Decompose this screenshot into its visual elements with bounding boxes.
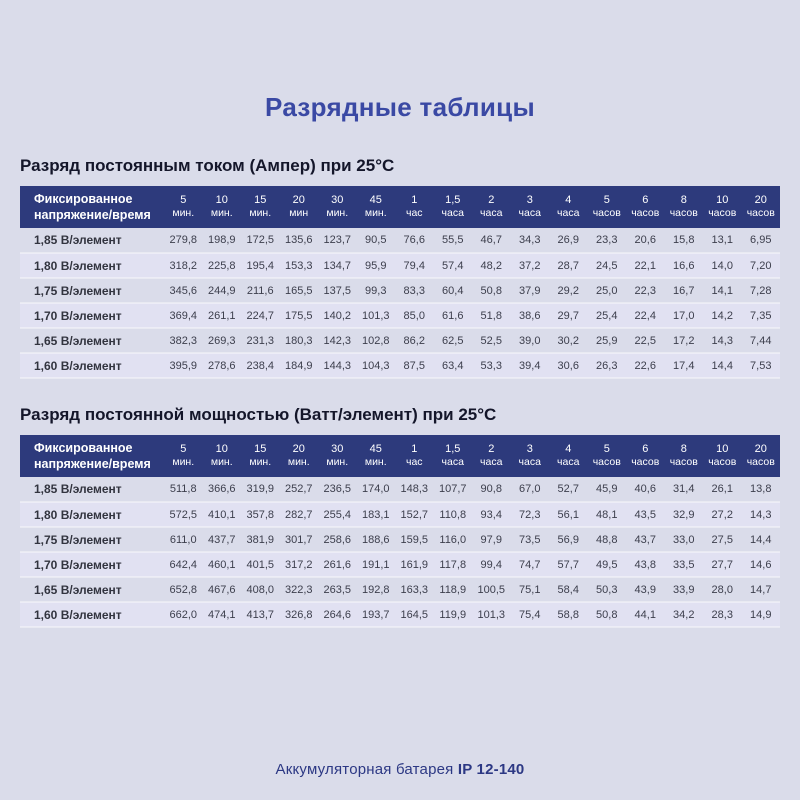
table-cell: 95,9 xyxy=(365,259,387,272)
table-cell: 264,6 xyxy=(323,608,352,621)
table-cell: 53,3 xyxy=(480,359,502,372)
table-cell: 25,0 xyxy=(596,284,618,297)
table-cell: 17,2 xyxy=(673,334,695,347)
table-cell: 40,6 xyxy=(634,483,656,495)
table-cell: 140,2 xyxy=(323,309,352,322)
table-cell: 45,9 xyxy=(596,483,618,495)
table-cell: 572,5 xyxy=(169,508,198,521)
table-cell: 51,8 xyxy=(480,309,502,322)
table-cell: 511,8 xyxy=(169,483,197,495)
table-cell: 142,3 xyxy=(323,334,352,347)
table-cell: 87,5 xyxy=(403,359,425,372)
table-cell: 7,53 xyxy=(750,359,772,372)
table-cell: 34,2 xyxy=(673,608,695,621)
column-header: 8 часов xyxy=(665,435,704,477)
footer xyxy=(0,761,800,778)
table-cell: 33,0 xyxy=(673,533,695,546)
table-cell: 326,8 xyxy=(284,608,313,621)
table-cell: 26,9 xyxy=(557,234,579,246)
column-header: 45 мин. xyxy=(357,186,396,228)
table-cell: 17,0 xyxy=(673,309,695,322)
table-cell: 180,3 xyxy=(284,334,313,347)
table-cell: 55,5 xyxy=(442,234,464,246)
table-cell: 43,7 xyxy=(634,533,656,546)
table-row xyxy=(20,577,780,602)
row-label: 1,85 В/элемент xyxy=(34,482,122,496)
discharge-current-table xyxy=(20,186,780,379)
table-cell: 282,7 xyxy=(284,508,313,521)
column-header: 45 мин. xyxy=(357,435,396,477)
table-cell: 25,9 xyxy=(596,334,618,347)
column-header: 4 часа xyxy=(549,435,588,477)
row-label: 1,60 В/элемент xyxy=(34,358,122,373)
table-cell: 16,7 xyxy=(673,284,695,297)
table-cell: 301,7 xyxy=(284,533,313,546)
table-row xyxy=(20,303,780,328)
table-cell: 14,3 xyxy=(750,508,772,521)
table-cell: 33,5 xyxy=(673,558,695,571)
table-cell: 153,3 xyxy=(284,259,313,272)
column-header: 10 часов xyxy=(703,186,742,228)
table-cell: 44,1 xyxy=(634,608,656,621)
column-header: 20 мин. xyxy=(280,435,319,477)
table-cell: 474,1 xyxy=(207,608,236,621)
table-cell: 460,1 xyxy=(207,558,236,571)
table-cell: 116,0 xyxy=(439,533,467,546)
table-cell: 611,0 xyxy=(169,533,197,546)
column-header: 15 мин. xyxy=(241,435,280,477)
table-cell: 17,4 xyxy=(673,359,695,372)
column-header: 20 мин xyxy=(280,186,319,228)
table-cell: 191,1 xyxy=(361,558,390,571)
table-cell: 14,3 xyxy=(711,334,733,347)
table-cell: 27,5 xyxy=(711,533,733,546)
row-label: 1,80 В/элемент xyxy=(34,507,122,522)
table-cell: 39,0 xyxy=(519,334,541,347)
table-cell: 16,6 xyxy=(673,259,695,272)
table-cell: 413,7 xyxy=(246,608,275,621)
table-cell: 163,3 xyxy=(400,583,429,596)
table-cell: 67,0 xyxy=(519,483,541,495)
table-cell: 14,2 xyxy=(711,309,733,322)
table-cell: 159,5 xyxy=(400,533,429,546)
table-cell: 33,9 xyxy=(673,583,695,596)
table-cell: 261,1 xyxy=(207,309,236,322)
row-label: 1,75 В/элемент xyxy=(34,532,122,547)
table-row xyxy=(20,328,780,353)
table-cell: 30,6 xyxy=(557,359,579,372)
table-cell: 188,6 xyxy=(361,533,390,546)
table-cell: 99,4 xyxy=(480,558,502,571)
header-row xyxy=(20,186,780,228)
table-cell: 58,8 xyxy=(557,608,579,621)
table-corner-label: Фиксированное напряжение/время xyxy=(20,435,164,477)
table-cell: 20,6 xyxy=(634,234,656,246)
column-header: 10 мин. xyxy=(203,435,242,477)
column-header: 5 мин. xyxy=(164,435,203,477)
table-cell: 135,6 xyxy=(284,234,313,246)
table-cell: 50,8 xyxy=(596,608,618,621)
table-cell: 662,0 xyxy=(169,608,198,621)
table-cell: 104,3 xyxy=(361,359,390,372)
table-cell: 118,9 xyxy=(439,583,467,596)
footer-text: Аккумуляторная батарея xyxy=(275,761,454,778)
table-cell: 62,5 xyxy=(442,334,464,347)
table-cell: 101,3 xyxy=(477,608,506,621)
table-cell: 52,5 xyxy=(480,334,502,347)
table-cell: 22,5 xyxy=(634,334,656,347)
table-cell: 224,7 xyxy=(246,309,275,322)
table-cell: 56,1 xyxy=(557,508,579,521)
table-cell: 90,5 xyxy=(365,234,387,246)
table-row xyxy=(20,602,780,627)
section-constant-current xyxy=(0,156,800,379)
table-cell: 225,8 xyxy=(207,259,236,272)
row-label: 1,65 В/элемент xyxy=(34,582,122,597)
column-header: 20 часов xyxy=(742,186,781,228)
table-cell: 258,6 xyxy=(323,533,352,546)
table-cell: 28,7 xyxy=(557,259,579,272)
table-cell: 27,7 xyxy=(711,558,733,571)
table-row xyxy=(20,552,780,577)
table-cell: 318,2 xyxy=(169,259,198,272)
table-cell: 117,8 xyxy=(439,558,467,571)
table-cell: 50,3 xyxy=(596,583,618,596)
table-cell: 99,3 xyxy=(365,284,387,297)
table-cell: 25,4 xyxy=(596,309,618,322)
table-cell: 90,8 xyxy=(480,483,502,495)
table-cell: 39,4 xyxy=(519,359,541,372)
table-cell: 83,3 xyxy=(403,284,425,297)
table-cell: 642,4 xyxy=(169,558,198,571)
table-cell: 28,0 xyxy=(711,583,733,596)
table-cell: 49,5 xyxy=(596,558,618,571)
table-cell: 57,7 xyxy=(557,558,579,571)
table-cell: 183,1 xyxy=(361,508,390,521)
table-cell: 193,7 xyxy=(361,608,390,621)
table-cell: 22,3 xyxy=(634,284,656,297)
table-cell: 279,8 xyxy=(169,234,198,246)
table-cell: 14,9 xyxy=(750,608,772,621)
row-label: 1,85 В/элемент xyxy=(34,233,122,247)
discharge-power-table xyxy=(20,435,780,628)
table-cell: 29,7 xyxy=(557,309,579,322)
column-header: 30 мин. xyxy=(318,435,357,477)
table-cell: 123,7 xyxy=(323,234,352,246)
table-cell: 395,9 xyxy=(169,359,198,372)
row-label: 1,70 В/элемент xyxy=(34,557,122,572)
table-cell: 14,0 xyxy=(711,259,733,272)
table-cell: 32,9 xyxy=(673,508,695,521)
row-label: 1,70 В/элемент xyxy=(34,308,122,323)
table-row xyxy=(20,278,780,303)
table-cell: 381,9 xyxy=(246,533,275,546)
table-cell: 48,8 xyxy=(596,533,618,546)
table-cell: 29,2 xyxy=(557,284,579,297)
table-cell: 437,7 xyxy=(207,533,236,546)
table-cell: 119,9 xyxy=(439,608,467,621)
table-cell: 7,20 xyxy=(750,259,772,272)
table-cell: 6,95 xyxy=(750,234,772,246)
table-cell: 34,3 xyxy=(519,234,541,246)
table-cell: 13,1 xyxy=(711,234,733,246)
table-cell: 75,1 xyxy=(519,583,541,596)
table-cell: 322,3 xyxy=(284,583,313,596)
column-header: 30 мин. xyxy=(318,186,357,228)
table-cell: 319,9 xyxy=(246,483,275,495)
table-cell: 410,1 xyxy=(207,508,236,521)
table-cell: 134,7 xyxy=(323,259,352,272)
row-label: 1,80 В/элемент xyxy=(34,258,122,273)
table-cell: 14,7 xyxy=(750,583,772,596)
table-cell: 24,5 xyxy=(596,259,618,272)
section-constant-power xyxy=(0,405,800,628)
table-cell: 263,5 xyxy=(323,583,352,596)
table-cell: 63,4 xyxy=(442,359,464,372)
column-header: 6 часов xyxy=(626,435,665,477)
table-cell: 14,6 xyxy=(750,558,772,571)
table-cell: 152,7 xyxy=(400,508,429,521)
column-header: 10 часов xyxy=(703,435,742,477)
table-cell: 14,4 xyxy=(711,359,733,372)
column-header: 5 часов xyxy=(588,435,627,477)
table-cell: 75,4 xyxy=(519,608,541,621)
table-cell: 184,9 xyxy=(284,359,313,372)
table-cell: 211,6 xyxy=(246,284,274,297)
column-header: 10 мин. xyxy=(203,186,242,228)
table-cell: 144,3 xyxy=(323,359,352,372)
table-cell: 57,4 xyxy=(442,259,464,272)
table-cell: 236,5 xyxy=(323,483,352,495)
row-label: 1,75 В/элемент xyxy=(34,283,122,298)
table-row xyxy=(20,477,780,502)
table-corner-label: Фиксированное напряжение/время xyxy=(20,186,164,228)
table-cell: 382,3 xyxy=(169,334,198,347)
row-label: 1,60 В/элемент xyxy=(34,607,122,622)
table-cell: 76,6 xyxy=(403,234,425,246)
table-cell: 192,8 xyxy=(361,583,390,596)
table-row xyxy=(20,353,780,378)
row-label: 1,65 В/элемент xyxy=(34,333,122,348)
table-cell: 317,2 xyxy=(284,558,313,571)
table-cell: 79,4 xyxy=(403,259,425,272)
table-cell: 652,8 xyxy=(169,583,198,596)
table-cell: 97,9 xyxy=(480,533,502,546)
column-header: 5 мин. xyxy=(164,186,203,228)
table-cell: 43,8 xyxy=(634,558,656,571)
footer-model: IP 12-140 xyxy=(457,761,525,778)
table-cell: 7,28 xyxy=(750,284,772,297)
table-cell: 14,1 xyxy=(711,284,733,297)
table-cell: 93,4 xyxy=(480,508,502,521)
table-cell: 467,6 xyxy=(207,583,236,596)
table-cell: 101,3 xyxy=(361,309,390,322)
table-cell: 22,1 xyxy=(634,259,656,272)
table-cell: 102,8 xyxy=(361,334,390,347)
table-cell: 278,6 xyxy=(207,359,236,372)
table-cell: 72,3 xyxy=(519,508,541,521)
table-cell: 238,4 xyxy=(246,359,275,372)
table-cell: 60,4 xyxy=(442,284,464,297)
column-header: 3 часа xyxy=(511,435,550,477)
header-row xyxy=(20,435,780,477)
table-cell: 174,0 xyxy=(361,483,390,495)
table-cell: 165,5 xyxy=(284,284,313,297)
table-cell: 161,9 xyxy=(400,558,429,571)
table-cell: 198,9 xyxy=(207,234,236,246)
table-cell: 175,5 xyxy=(284,309,313,322)
table-cell: 28,3 xyxy=(711,608,733,621)
table-cell: 26,1 xyxy=(711,483,733,495)
table-cell: 110,8 xyxy=(439,508,467,521)
table-cell: 172,5 xyxy=(246,234,275,246)
table-cell: 37,2 xyxy=(519,259,541,272)
table-cell: 15,8 xyxy=(673,234,695,246)
table-cell: 148,3 xyxy=(400,483,429,495)
column-header: 1 час xyxy=(395,435,434,477)
table-cell: 357,8 xyxy=(246,508,275,521)
table-cell: 195,4 xyxy=(246,259,275,272)
table-cell: 107,7 xyxy=(438,483,467,495)
table-cell: 22,6 xyxy=(634,359,656,372)
table-cell: 366,6 xyxy=(207,483,236,495)
table-cell: 48,2 xyxy=(480,259,502,272)
table-cell: 408,0 xyxy=(246,583,275,596)
column-header: 6 часов xyxy=(626,186,665,228)
table-cell: 261,6 xyxy=(323,558,352,571)
table-row xyxy=(20,527,780,552)
column-header: 5 часов xyxy=(588,186,627,228)
column-header: 1,5 часа xyxy=(434,435,473,477)
column-header: 1,5 часа xyxy=(434,186,473,228)
column-header: 8 часов xyxy=(665,186,704,228)
column-header: 2 часа xyxy=(472,435,511,477)
column-header: 1 час xyxy=(395,186,434,228)
table-cell: 14,4 xyxy=(750,533,772,546)
column-header: 20 часов xyxy=(742,435,781,477)
table-cell: 85,0 xyxy=(403,309,425,322)
table-cell: 100,5 xyxy=(477,583,506,596)
section-heading-power: Разряд постоянной мощностью (Ватт/элемент) при 25°C xyxy=(20,405,497,424)
table-cell: 37,9 xyxy=(519,284,541,297)
table-row xyxy=(20,253,780,278)
table-cell: 61,6 xyxy=(442,309,464,322)
table-cell: 26,3 xyxy=(596,359,618,372)
table-cell: 369,4 xyxy=(169,309,198,322)
table-cell: 401,5 xyxy=(246,558,275,571)
table-cell: 48,1 xyxy=(596,508,618,521)
column-header: 2 часа xyxy=(472,186,511,228)
table-cell: 231,3 xyxy=(246,334,275,347)
table-cell: 30,2 xyxy=(557,334,579,347)
page-title: Разрядные таблицы xyxy=(265,92,535,122)
table-row xyxy=(20,502,780,527)
table-cell: 23,3 xyxy=(596,234,618,246)
table-cell: 345,6 xyxy=(169,284,198,297)
column-header: 15 мин. xyxy=(241,186,280,228)
table-cell: 43,5 xyxy=(634,508,656,521)
table-cell: 27,2 xyxy=(711,508,733,521)
table-cell: 74,7 xyxy=(519,558,541,571)
table-cell: 252,7 xyxy=(284,483,313,495)
table-cell: 86,2 xyxy=(403,334,425,347)
table-cell: 7,35 xyxy=(750,309,772,322)
table-cell: 43,9 xyxy=(634,583,656,596)
table-cell: 73,5 xyxy=(519,533,541,546)
table-cell: 269,3 xyxy=(207,334,236,347)
table-cell: 50,8 xyxy=(480,284,502,297)
table-cell: 46,7 xyxy=(480,234,502,246)
table-cell: 52,7 xyxy=(557,483,579,495)
table-row xyxy=(20,228,780,253)
table-cell: 244,9 xyxy=(207,284,236,297)
table-cell: 22,4 xyxy=(634,309,656,322)
table-cell: 38,6 xyxy=(519,309,541,322)
table-cell: 13,8 xyxy=(750,483,772,495)
column-header: 4 часа xyxy=(549,186,588,228)
column-header: 3 часа xyxy=(511,186,550,228)
table-cell: 255,4 xyxy=(323,508,352,521)
table-cell: 7,44 xyxy=(750,334,772,347)
table-cell: 58,4 xyxy=(557,583,579,596)
table-cell: 56,9 xyxy=(557,533,579,546)
table-cell: 137,5 xyxy=(323,284,352,297)
table-cell: 31,4 xyxy=(673,483,695,495)
table-cell: 164,5 xyxy=(400,608,429,621)
section-heading-current: Разряд постоянным током (Ампер) при 25°C xyxy=(20,156,395,175)
